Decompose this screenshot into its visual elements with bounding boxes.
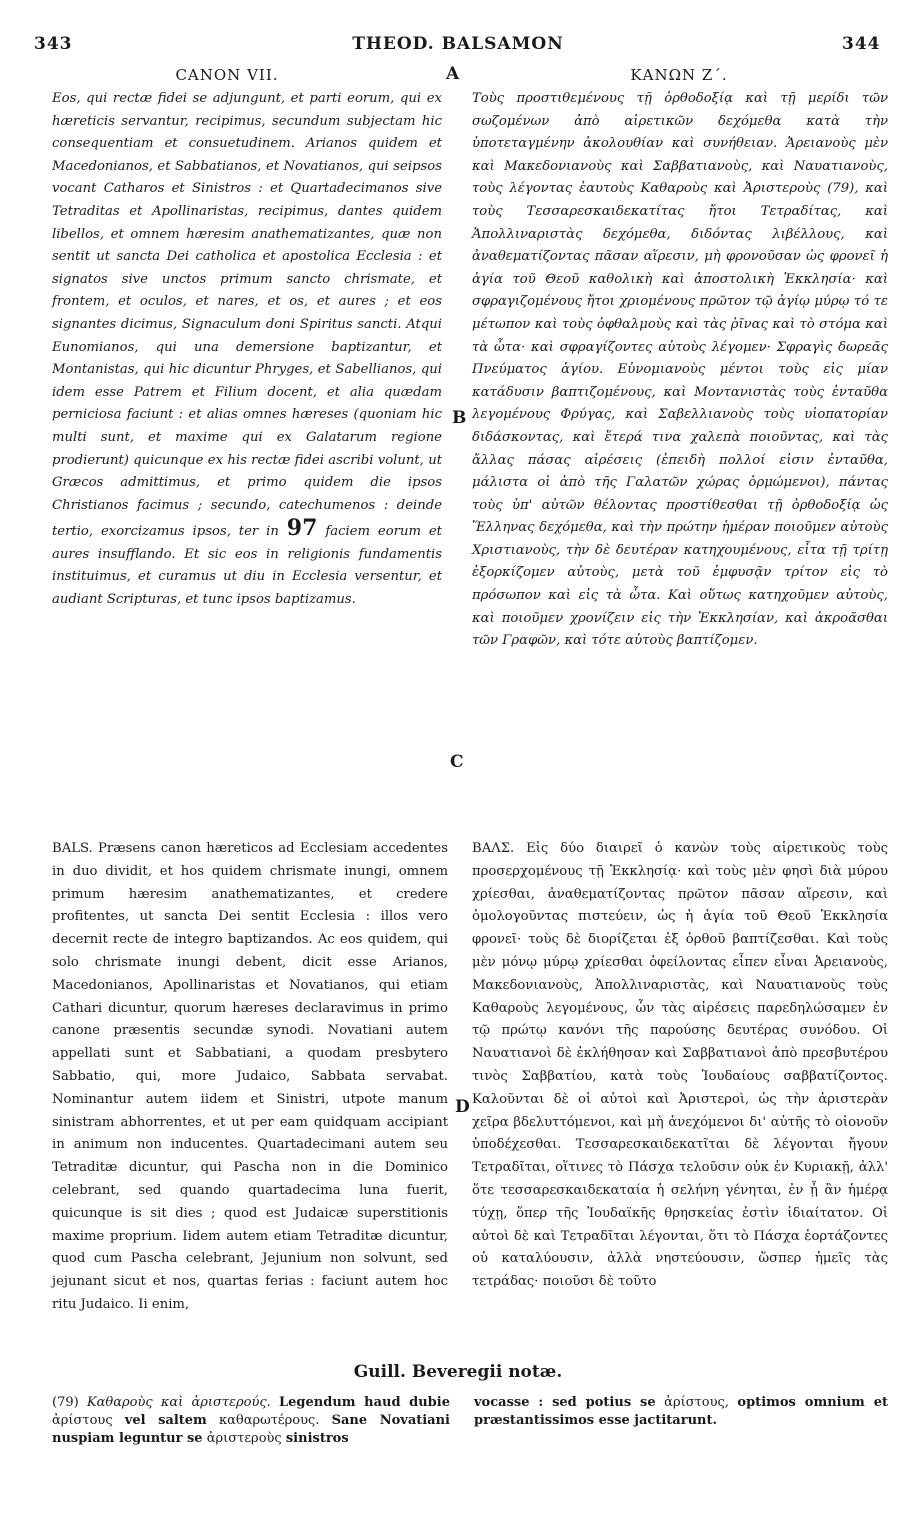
note-79-left bbox=[52, 1394, 450, 1448]
margin-letter-a: A bbox=[446, 64, 460, 84]
note-text-4: sinistros bbox=[285, 1431, 349, 1446]
running-title: THEOD. BALSAMON bbox=[352, 34, 564, 54]
note-right-text-1: vocasse : sed potius se bbox=[474, 1395, 656, 1410]
note-greek-lemma: Καθαροὺς καὶ ἀριστερούς. bbox=[86, 1395, 271, 1410]
note-greek-4: ἀριστεροὺς bbox=[206, 1431, 282, 1446]
page-number-right: 344 bbox=[842, 34, 881, 54]
column-number: 97 bbox=[286, 515, 318, 542]
greek-canon-title: ΚΑΝΩΝ Ζ΄. bbox=[630, 66, 728, 84]
greek-commentary-paragraph: ΒΑΛΣ. Εἰς δύο διαιρεῖ ὁ κανὼν τοὺς αἱρετικοὺς τοὺς προσερχομένους τῇ Ἐκκλησίᾳ· καὶ τοὺς μὲν φησὶ διὰ μύρου χρίεσθαι, ἀναθεματίζοντας πρῶτον πᾶσαν αἵρεσιν, καὶ ὁμολογοῦντας πιστεύειν, ὡς ἡ ἁγία τοῦ Θεοῦ Ἐκκλησία φρονεῖ· τοὺς δὲ διορίζεται ἐξ ὀρθοῦ βαπτίζεσθαι. Καὶ τοὺς μὲν μόνῳ μύρῳ χρίεσθαι ὀφείλοντας εἶπεν εἶναι Ἀρειανοὺς, Μακεδονιανοὺς, Ἀπολλιναριστὰς, καὶ Ναυατιανοὺς τοὺς Καθαροὺς λεγομένους, ὧν τὰς αἱρέσεις παρεδηλώσαμεν ἐν τῷ πρώτῳ κανόνι τῆς παρούσης δευτέρας συνόδου. Οἱ Ναυατιανοὶ δὲ ἐκλήθησαν καὶ Σαββατιανοὶ ἀπὸ πρεσβυτέρου τινὸς Σαββατίου, κατὰ τοὺς Ἰουδαίους σαββατίζοντος. Καλοῦνται δὲ οἱ αὐτοὶ καὶ Ἀριστεροὶ, ὡς τὴν ἀριστερὰν χεῖρα βδελυττόμενοι, καὶ μὴ ἀνεχόμενοι δι' αὐτῆς τὸ οἱονοῦν ὑποδέχεσθαι. Τεσσαρεσκαιδεκατῖται δὲ λέγονται ἤγουν Τετραδῖται, οἵτινες τὸ Πάσχα τελοῦσιν οὐκ ἐν Κυριακῇ, ἀλλ' ὅτε τεσσαρεσκαιδεκαταία ἡ σελήνη γένηται, ἐν ᾗ ἂν ἡμέρᾳ τύχῃ, ὅπερ τῆς Ἰουδαϊκῆς θρησκείας ἐστὶν ἰδιαίτατον. Οἱ αὐτοὶ δὲ καὶ Τετραδῖται λέγονται, ὅτι τὸ Πάσχα ἑορτάζοντες οὐ καταλύουσιν, ἀλλὰ νηστεύουσιν, ὥσπερ ἡμεῖς τὰς τετράδας· ποιοῦσι δὲ τοῦτο bbox=[472, 841, 888, 1290]
note-greek-3: καθαρωτέρους. bbox=[218, 1413, 320, 1428]
greek-canon-text bbox=[472, 88, 888, 653]
latin-commentary-paragraph: BALS. Præsens canon hæreticos ad Ecclesiam accedentes in duo dividit, et hos quidem chrismate inungi, omnem primum hæresim anathematizantes, et credere profitentes, ut sancta Dei sentit Ecclesia : illos vero decernit recte de integro baptizandos. Ac eos quidem, qui solo chrismate inungi debent, dicit esse Arianos, Macedonianos, Apollinaristas et Novatianos, qui etiam Cathari dicuntur, quorum hæreses declaravimus in primo canone præsentis secundæ synodi. Novatiani autem appellati sunt et Sabbatiani, a quodam presbytero Sabbatio, qui, more Judaico, Sabbata servabat. Nominantur autem iidem et Sinistri, utpote manum sinistram abhorrentes, et ut per eam quidquam accipiant in animum non inducentes. Quartadecimani autem seu Tetraditæ dicuntur, qui Pascha non in die Dominico celebrant, sed quando quartadecima luna fuerit, quicunque is sit dies ; quod est Judaicæ superstitionis maxime proprium. Iidem autem etiam Tetraditæ dicuntur, quod cum Pascha celebrant, Jejunium non solvunt, sed jejunant sicut et nos, quartas ferias : faciunt autem hoc ritu Judaico. Ii enim, bbox=[52, 841, 448, 1312]
greek-canon-paragraph: Τοὺς προστιθεμένους τῇ ὀρθοδοξίᾳ καὶ τῇ μερίδι τῶν σωζομένων ἀπὸ αἱρετικῶν δεχόμεθα κατὰ τὴν ὑποτεταγμένην ἀκολουθίαν καὶ συνήθειαν. Ἀρειανοὺς μὲν καὶ Μακεδονιανοὺς καὶ Σαββατιανοὺς, καὶ Ναυατιανοὺς, τοὺς λέγοντας ἑαυτοὺς Καθαροὺς καὶ Ἀριστεροὺς (79), καὶ τοὺς Τεσσαρεσκαιδεκατίτας ἤτοι Τετραδίτας, καὶ Ἀπολλιναριστὰς δεχόμεθα, διδόντας λιβέλλους, καὶ ἀναθεματίζοντας πᾶσαν αἵρεσιν, μὴ φρονοῦσαν ὡς φρονεῖ ἡ ἁγία τοῦ Θεοῦ καθολικὴ καὶ ἀποστολικὴ Ἐκκλησία· καὶ σφραγιζομένους ἤτοι χριομένους πρῶτον τῷ ἁγίῳ μύρῳ τό τε μέτωπον καὶ τοὺς ὀφθαλμοὺς καὶ τὰς ῥῖνας καὶ τὸ στόμα καὶ τὰ ὦτα· καὶ σφραγίζοντες αὐτοὺς λέγομεν· Σφραγὶς δωρεᾶς Πνεύματος ἁγίου. Εὐνομιανοὺς μέντοι τοὺς εἰς μίαν κατάδυσιν βαπτιζομένους, καὶ Μοντανιστὰς τοὺς ἐνταῦθα λεγομένους Φρύγας, καὶ Σαβελλιανοὺς τοὺς υἱοπατορίαν διδάσκοντας, καὶ ἕτερά τινα χαλεπὰ ποιοῦντας, καὶ τὰς ἄλλας πάσας αἱρέσεις (ἐπειδὴ πολλοί εἰσιν ἐνταῦθα, μάλιστα οἱ ἀπὸ τῆς Γαλατῶν χώρας ὁρμώμενοι), πάντας τοὺς ὑπ' αὐτῶν θέλοντας προστίθεσθαι τῇ ὀρθοδοξίᾳ ὡς Ἕλληνας δεχόμεθα, καὶ τὴν πρώτην ἡμέραν ποιοῦμεν αὐτοὺς Χριστιανοὺς, τὴν δὲ δευτέραν κατηχουμένους, εἶτα τῇ τρίτῃ ἐξορκίζομεν αὐτοὺς, μετὰ τοῦ ἐμφυσᾷν τρίτον εἰς τὸ πρόσωπον καὶ εἰς τὰ ὦτα. Καὶ οὕτως κατηχοῦμεν αὐτοὺς, καὶ ποιοῦμεν χρονίζειν εἰς τὴν Ἐκκλησίαν, καὶ ἀκροᾶσθαι τῶν Γραφῶν, καὶ τότε αὐτοὺς βαπτίζομεν. bbox=[472, 91, 888, 649]
page-number-left: 343 bbox=[34, 34, 73, 54]
margin-letter-d: D bbox=[455, 1097, 470, 1117]
note-greek-2: ἀρίστους bbox=[52, 1413, 113, 1428]
latin-canon-title: CANON VII. bbox=[175, 66, 279, 84]
margin-letter-c: C bbox=[450, 752, 464, 772]
latin-canon-text-part-2: faciem eorum et aures insufflando. Et sic eos in religionis fundamentis instituimus, et curamus ut diu in Ecclesia versentur, et audiant Scripturas, et tunc ipsos baptizamus. bbox=[52, 524, 442, 608]
latin-canon-text bbox=[52, 88, 442, 612]
margin-letter-b: B bbox=[452, 408, 467, 428]
note-right-greek: ἀρίστους, bbox=[664, 1395, 729, 1410]
note-text-3: Sane Novatiani nuspiam leguntur se bbox=[52, 1413, 450, 1446]
note-text-2: vel saltem bbox=[124, 1413, 207, 1428]
latin-canon-text-part-1: Eos, qui rectæ fidei se adjungunt, et parti eorum, qui ex hæreticis servantur, recipimus, secundum subjectam hic consequentiam et consuetudinem. Arianos quidem et Macedonianos, et Sabbatianos, et Novatianos, qui seipsos vocant Catharos et Sinistros : et Quartadecimanos sive Tetraditas et Apollinaristas, recipimus, dantes quidem libellos, et omnem hæresim anathematizantes, quæ non sentit ut sancta Dei catholica et apostolica Ecclesia : et signatos sive unctos primum sancto chrismate, et frontem, et oculos, et nares, et os, et aures ; et eos signantes dicimus, Signaculum doni Spiritus sancti. Atqui Eunomianos, qui una demersione baptizantur, et Montanistas, qui hic dicuntur Phryges, et Sabellianos, qui idem esse Patrem et Filium docent, et alia quædam perniciosa faciunt : et alias omnes hæreses (quoniam hic multi sunt, et maxime qui ex Galatarum regione prodierunt) quicunque ex his rectæ fidei ascribi volunt, ut Græcos admittimus, et primo quidem die ipsos Christianos facimus ; secundo, catechumenos : deinde tertio, exorcizamus ipsos, ter in bbox=[52, 91, 442, 540]
note-text-1: Legendum haud dubie bbox=[279, 1395, 450, 1410]
note-79-right bbox=[474, 1394, 888, 1430]
latin-commentary bbox=[52, 838, 448, 1317]
notes-heading: Guill. Beveregii notæ. bbox=[353, 1362, 563, 1382]
note-reference: (79) bbox=[52, 1395, 79, 1410]
greek-commentary bbox=[472, 838, 888, 1294]
note-right-text-2: optimos omnium et præstantissimos esse jactitarunt. bbox=[474, 1395, 888, 1428]
